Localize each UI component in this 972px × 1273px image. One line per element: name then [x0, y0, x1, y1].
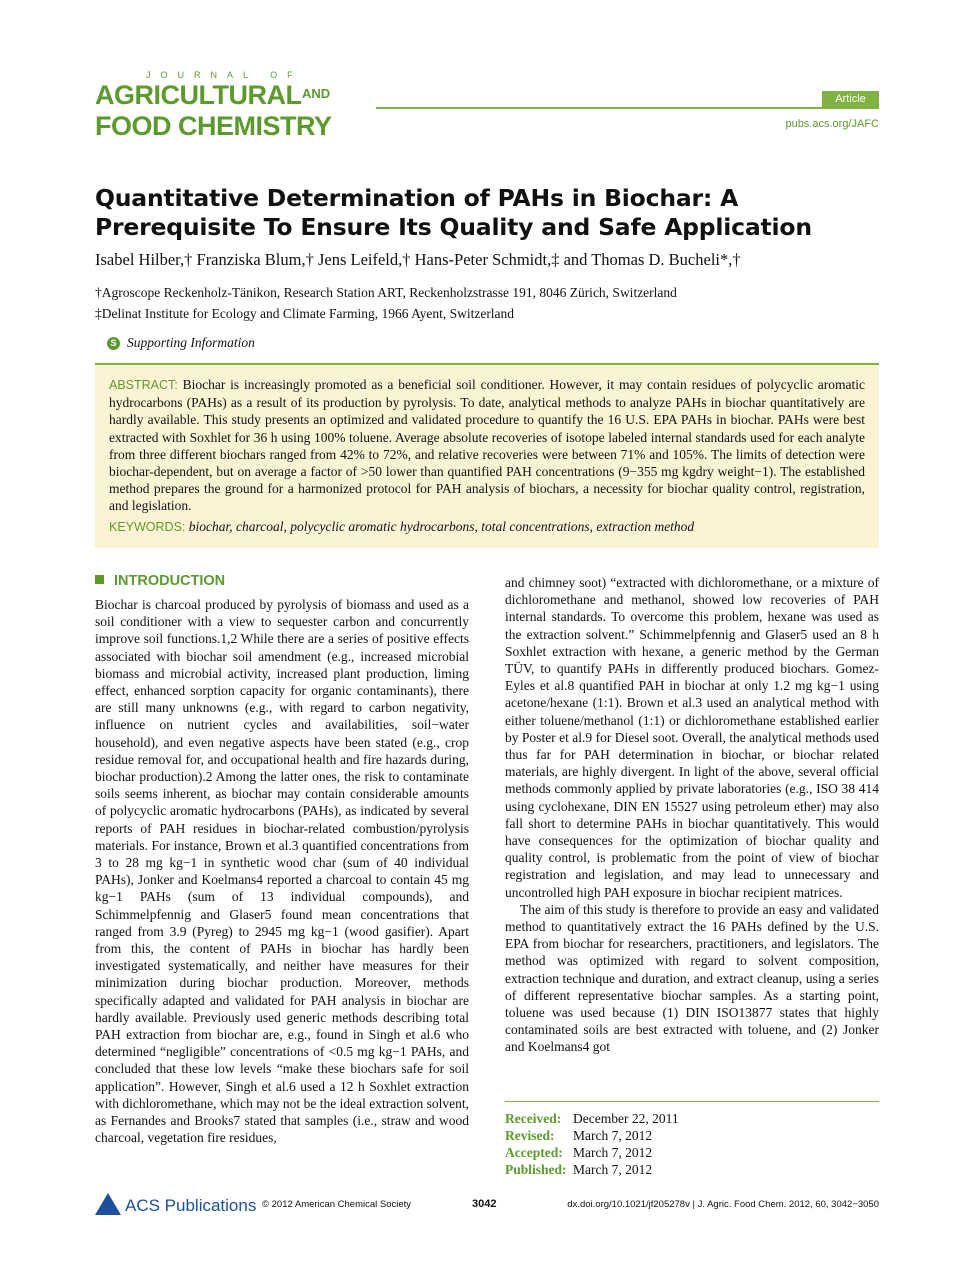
author-list: Isabel Hilber,† Franziska Blum,† Jens Leifeld,† Hans-Peter Schmidt,‡ and Thomas D. Bucheli*,† [95, 250, 741, 269]
history-date: March 7, 2012 [573, 1128, 653, 1143]
intro-paragraph-1-cont: and chimney soot) “extracted with dichloromethane, or a mixture of dichloromethane and methanol, showed low recoveries of PAH internal standards. To overcome this problem, hexane was used as the extraction solvent.” Schimmelpfennig and Glaser5 used an 8 h Soxhlet extraction with hexane, a generic method by the German TÜV, to quantify PAHs in differently produced biochars. Gomez-Eyles et al.8 quantified PAH in biochar at only 1.2 mg kg−1 using acetone/hexane (1:1). Brown et al.3 used an analytical method with either toluene/methanol (1:1) or dichloromethane established earlier by Poster et al.9 for Diesel soot. Overall, the analytical methods used thus far for PAH determination in biochar, or biochar related materials, are highly divergent. In light of the above, several official methods commonly applied by private laboratories (e.g., ISO 38 414 using cyclohexane, DIN EN 15527 using petroleum ether) may also fall short to determine PAHs in biochar quantitatively. This would have consequences for the optimization of biochar quality and quality control, is problematic from the point of view of biochar registration and legislation, and may lead to unnecessary and uncontrolled high PAH exposure in biochar recipient matrices. [505, 575, 879, 900]
history-received [505, 1111, 679, 1127]
history-label: Revised: [505, 1128, 555, 1143]
doi-citation[interactable]: dx.doi.org/10.1021/jf205278v | J. Agric. Food Chem. 2012, 60, 3042−3050 [567, 1199, 879, 1210]
intro-paragraph-1: Biochar is charcoal produced by pyrolysis of biomass and used as a soil conditioner with a view to sequester carbon and concurrently improve soil functions.1,2 While there are a series of positive effects associated with biochar soil amendment (e.g., increased microbial biomass and microbial activity, increased plant production, liming effect, enhanced sorption capacity for organic contaminants), there are still many unknowns (e.g., with regard to carbon negativity, influence on nutrient cycles and availabilities, soil−water household), and even negative aspects have been stated (e.g., crop residue removal for, and occupational health and fire hazards during, biochar production).2 Among the latter ones, the risk to contaminate soils seems inherent, as biochar may contain considerable amounts of polycyclic aromatic hydrocarbons (PAHs), as indicated by several reports of PAH residues in biochar-related combustion/pyrolysis materials. For instance, Brown et al.3 quantified concentrations from 3 to 28 mg kg−1 in synthetic wood char (sum of 40 individual PAHs), Jonker and Koelmans4 reported a charcoal to contain 45 mg kg−1 PAHs (sum of 13 individual compounds), and Schimmelpfennig and Glaser5 found mean concentrations that ranged from 3.9 (Pyreg) to 2945 mg kg−1 (wood gasifier). Apart from this, the content of PAHs in biochar has hardly been investigated systematically, and neither have measures for their minimization during biochar production. Moreover, methods specifically adapted and validated for PAH analysis in biochar are hardly available. Previously used generic methods describing total PAH extraction from biochar are, e.g., found in Singh et al.6 who determined “negligible” concentrations of <0.5 mg kg−1 PAHs, and concluded that these low levels “make these biochars safe for soil application”. However, Singh et al.6 used a 12 h Soxhlet extraction with dichloromethane, which may not be the ideal extraction solvent, as Fernandes and Brooks7 stated that samples (i.e., straw and wood charcoal, vegetation fire residues, [95, 597, 469, 1146]
keywords-label: KEYWORDS: [109, 520, 186, 534]
article-title: Quantitative Determination of PAHs in Biochar: A Prerequisite To Ensure Its Quality and Safe Application [95, 184, 812, 241]
masthead-rule [376, 107, 879, 109]
supporting-info-icon: S [107, 337, 120, 350]
history-label: Published: [505, 1162, 567, 1177]
section-heading-text: INTRODUCTION [114, 573, 226, 589]
history-published [505, 1162, 652, 1178]
history-label: Accepted: [505, 1145, 563, 1160]
section-bullet-icon [95, 575, 104, 584]
journal-name-line2: AGRICULTURAL [95, 80, 302, 110]
acs-logo-icon [95, 1193, 121, 1215]
abstract [109, 376, 865, 515]
page-number: 3042 [472, 1198, 497, 1210]
copyright-notice: © 2012 American Chemical Society [262, 1199, 412, 1210]
keywords-text: biochar, charcoal, polycyclic aromatic hydrocarbons, total concentrations, extraction method [188, 519, 695, 534]
intro-paragraph-2: The aim of this study is therefore to provide an easy and validated method to quantitatively extract the 16 PAHs defined by the U.S. EPA from biochar for researchers, practitioners, and legislators. The method was optimized with regard to solvent composition, extraction technique and duration, and extract cleanup, using a series of different representative biochar samples. As a starting point, toluene was used because (1) DIN ISO13877 states that highly contaminated soils are best extracted with toluene, and (2) Jonker and Koelmans4 got [505, 901, 879, 1055]
journal-name-and: AND [302, 86, 331, 101]
history-label: Received: [505, 1111, 562, 1126]
section-heading-introduction [95, 573, 225, 589]
history-accepted [505, 1145, 652, 1161]
supporting-info-link[interactable] [107, 335, 255, 351]
affiliation-1: †Agroscope Reckenholz-Tänikon, Research Station ART, Reckenholzstrasse 191, 8046 Zürich, Switzerland [95, 285, 677, 300]
history-date: December 22, 2011 [573, 1111, 679, 1126]
history-date: March 7, 2012 [573, 1145, 653, 1160]
abstract-body: Biochar is increasingly promoted as a beneficial soil conditioner. However, it may contain residues of polycyclic aromatic hydrocarbons (PAHs) as a result of its production by pyrolysis. To date, analytical methods to analyze PAHs in biochar quantitatively are hardly available. This study presents an optimized and validated procedure to quantify the 16 U.S. EPA PAHs in biochar. PAHs were best extracted with Soxhlet for 36 h using 100% toluene. Average absolute recoveries of isotope labeled internal standards used for each analyte from three different biochars ranged from 42% to 72%, and relative recoveries were between 71% and 105%. The limits of detection were biochar-dependent, but on average a factor of >50 lower than quantified PAH concentrations (9−355 mg kgdry weight−1). The established method prepares the ground for a harmonized protocol for PAH analysis of biochars, a necessity for biochar quality control, registration, and legislation. [109, 377, 865, 514]
body-column-right [505, 574, 879, 1094]
abstract-label: ABSTRACT: [109, 378, 178, 392]
journal-name-line1: JOURNAL OF [146, 70, 303, 80]
history-rule [505, 1101, 879, 1102]
supporting-info-label: Supporting Information [127, 335, 255, 350]
article-type-badge: Article [822, 91, 879, 108]
journal-url-link[interactable]: pubs.acs.org/JAFC [785, 118, 879, 130]
publisher-name: ACS Publications [125, 1196, 257, 1215]
body-column-left [95, 596, 469, 1181]
keywords [109, 519, 865, 535]
history-revised [505, 1128, 652, 1144]
affiliation-2: ‡Delinat Institute for Ecology and Climate Farming, 1966 Ayent, Switzerland [95, 306, 515, 321]
journal-name-line3: FOOD CHEMISTRY [95, 111, 332, 141]
history-date: March 7, 2012 [573, 1162, 653, 1177]
acs-publications-logo[interactable] [95, 1193, 256, 1216]
